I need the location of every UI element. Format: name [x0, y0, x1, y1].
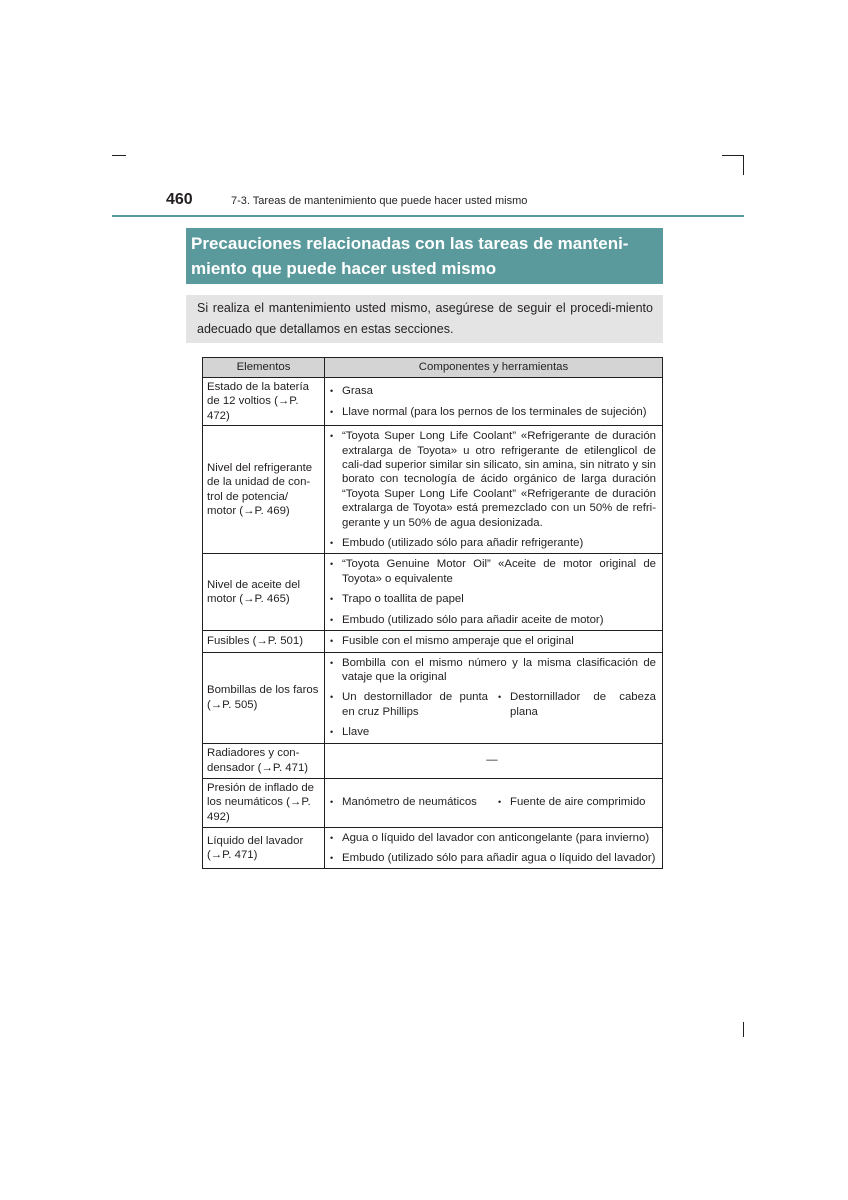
- element-cell: Radiadores y con-densador (→P. 471): [203, 743, 325, 778]
- crop-mark-top-right-h: [722, 155, 744, 156]
- table-row: [203, 778, 663, 827]
- list-item: • Fusible con el mismo amperaje que el original: [328, 634, 656, 648]
- page-number: 460: [166, 191, 193, 208]
- components-cell: [325, 631, 663, 652]
- element-cell: Presión de inflado de los neumáticos (→P. 492): [203, 778, 325, 827]
- components-cell: [325, 778, 663, 827]
- list-item: • Embudo (utilizado sólo para añadir refrigerante): [328, 536, 656, 550]
- header-rule: [112, 215, 744, 217]
- list-item: • Llave normal (para los pernos de los terminales de sujeción): [328, 405, 656, 419]
- list-item: • “Toyota Super Long Life Coolant” «Refrigerante de duración extralarga de Toyota» u otro refrigerante de etilenglicol de cali-dad superior similar sin silicato, sin amina, sin nitrato y sin borato con tecnología de ácido orgánico de larga duración “Toyota Super Long Life Coolant” «Refrigerante de duración extralarga de Toyota» está premezclado con un 50% de refri-gerante y un 50% de agua desionizada.: [328, 429, 656, 530]
- list-item: • Destornillador de cabeza plana: [496, 690, 656, 719]
- list-item: • Llave: [328, 725, 656, 739]
- empty-components-dash: —: [325, 743, 663, 778]
- list-item: • Fuente de aire comprimido: [496, 795, 656, 809]
- components-cell: [325, 652, 663, 743]
- table-row: [203, 378, 663, 426]
- crop-mark-top-left: [112, 155, 126, 156]
- crop-mark-top-right-v: [743, 155, 744, 175]
- table-row: [203, 652, 663, 743]
- two-column-items: [328, 690, 656, 719]
- list-item: • Trapo o toallita de papel: [328, 592, 656, 606]
- list-item: • Bombilla con el mismo número y la misma clasificación de vataje que la original: [328, 656, 656, 685]
- table-row: [203, 743, 663, 778]
- element-cell: Nivel de aceite del motor (→P. 465): [203, 554, 325, 631]
- element-cell: Nivel del refrigerante de la unidad de con-trol de potencia/ motor (→P. 469): [203, 426, 325, 554]
- table-row: [203, 631, 663, 652]
- intro-text: Si realiza el mantenimiento usted mismo, asegúrese de seguir el procedi-miento adecuado que detallamos en estas secciones.: [186, 295, 663, 343]
- list-item: • Grasa: [328, 384, 656, 398]
- list-item: • Un destornillador de punta en cruz Phillips: [328, 690, 488, 719]
- element-cell: Fusibles (→P. 501): [203, 631, 325, 652]
- element-cell: Líquido del lavador (→P. 471): [203, 827, 325, 869]
- list-item: • Manómetro de neumáticos: [328, 795, 488, 809]
- element-cell: Bombillas de los faros (→P. 505): [203, 652, 325, 743]
- components-cell: [325, 554, 663, 631]
- components-cell: [325, 827, 663, 869]
- list-item: • Agua o líquido del lavador con anticongelante (para invierno): [328, 831, 656, 845]
- maintenance-table: [202, 357, 663, 869]
- components-cell: [325, 378, 663, 426]
- table-row: [203, 426, 663, 554]
- list-item: • Embudo (utilizado sólo para añadir agua o líquido del lavador): [328, 851, 656, 865]
- table-row: [203, 554, 663, 631]
- list-item: • “Toyota Genuine Motor Oil” «Aceite de motor original de Toyota» o equivalente: [328, 557, 656, 586]
- list-item: • Embudo (utilizado sólo para añadir aceite de motor): [328, 613, 656, 627]
- crop-mark-bottom-right: [743, 1022, 744, 1037]
- table-row: [203, 827, 663, 869]
- element-cell: Estado de la batería de 12 voltios (→P. 472): [203, 378, 325, 426]
- table-header-row: [203, 358, 663, 378]
- col-header-componentes: Componentes y herramientas: [325, 358, 663, 378]
- components-cell: [325, 426, 663, 554]
- page-title: Precauciones relacionadas con las tareas de manteni-miento que puede hacer usted mismo: [186, 228, 663, 284]
- two-column-items: [328, 795, 656, 809]
- section-title: 7-3. Tareas de mantenimiento que puede hacer usted mismo: [231, 195, 528, 207]
- col-header-elementos: Elementos: [203, 358, 325, 378]
